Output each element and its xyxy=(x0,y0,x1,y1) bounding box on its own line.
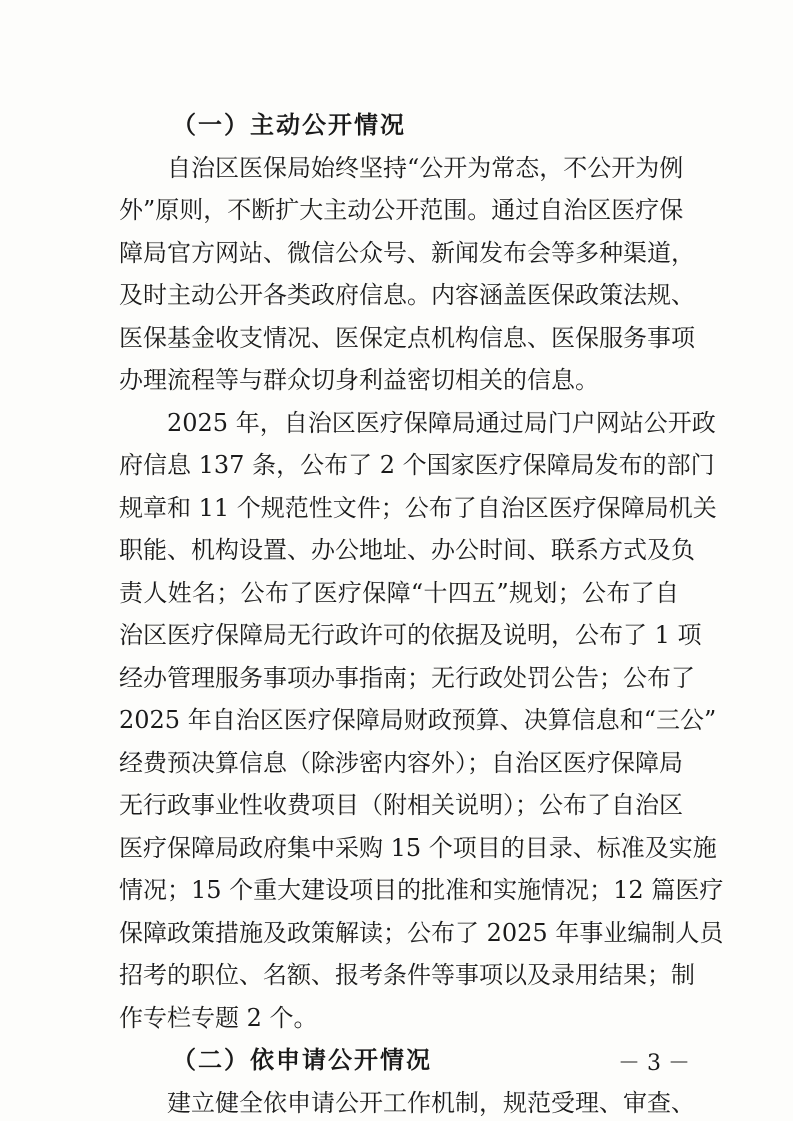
page-number: － 3 － xyxy=(618,1051,690,1076)
paragraph-line: 规章和 11 个规范性文件；公布了自治区医疗保障局机关 xyxy=(119,494,717,522)
paragraph-line: 责人姓名；公布了医疗保障“十四五”规划；公布了自 xyxy=(119,579,679,607)
paragraph-line: 医疗保障局政府集中采购 15 个项目的目录、标准及实施 xyxy=(119,834,717,862)
paragraph-line: 经办管理服务事项办事指南；无行政处罚公告；公布了 xyxy=(119,664,695,692)
paragraph-line: 情况；15 个重大建设项目的批准和实施情况；12 篇医疗 xyxy=(119,876,724,904)
paragraph-line: 医保基金收支情况、医保定点机构信息、医保服务事项 xyxy=(119,324,695,352)
paragraph-line: 自治区医保局始终坚持“公开为常态，不公开为例 xyxy=(167,154,684,182)
paragraph-line: 府信息 137 条，公布了 2 个国家医疗保障局发布的部门 xyxy=(119,451,715,479)
paragraph-line: 治区医疗保障局无行政许可的依据及说明，公布了 1 项 xyxy=(119,621,702,649)
paragraph-line: 外”原则，不断扩大主动公开范围。通过自治区医疗保 xyxy=(119,196,684,224)
paragraph-line: 保障政策措施及政策解读；公布了 2025 年事业编制人员 xyxy=(119,919,724,947)
paragraph-line: 2025 年，自治区医疗保障局通过局门户网站公开政 xyxy=(167,409,716,437)
paragraph-line: 办理流程等与群众切身利益密切相关的信息。 xyxy=(119,366,599,394)
paragraph-line: 作专栏专题 2 个。 xyxy=(119,1004,318,1032)
paragraph-line: 及时主动公开各类政府信息。内容涵盖医保政策法规、 xyxy=(119,281,695,309)
paragraph-line: 建立健全依申请公开工作机制，规范受理、审查、 xyxy=(167,1089,695,1117)
paragraph-line: 无行政事业性收费项目（附相关说明）；公布了自治区 xyxy=(119,791,683,819)
paragraph-line: 招考的职位、名额、报考条件等事项以及录用结果；制 xyxy=(119,961,695,989)
paragraph-line: 职能、机构设置、办公地址、办公时间、联系方式及负 xyxy=(119,536,695,564)
paragraph-line: 2025 年自治区医疗保障局财政预算、决算信息和“三公” xyxy=(119,706,717,734)
paragraph-line: 经费预决算信息（除涉密内容外）；自治区医疗保障局 xyxy=(119,749,683,777)
paragraph-line: 障局官方网站、微信公众号、新闻发布会等多种渠道， xyxy=(119,239,695,267)
section-heading-proactive-disclosure: （一）主动公开情况 xyxy=(172,111,406,139)
section-heading-request-disclosure: （二）依申请公开情况 xyxy=(172,1046,432,1074)
